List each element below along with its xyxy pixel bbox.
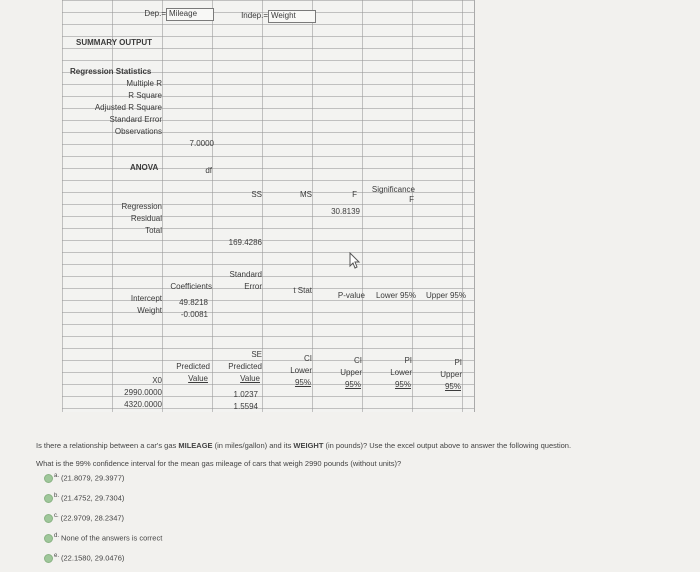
option-text: (21.8079, 29.3977) <box>61 473 125 483</box>
question-weight: WEIGHT <box>293 441 324 450</box>
anova-f-value: 30.8139 <box>331 207 360 216</box>
spreadsheet <box>62 0 475 412</box>
radio-button[interactable] <box>44 494 53 503</box>
pred-header-x0: X0 <box>152 376 162 385</box>
anova-header-ms: MS <box>300 190 312 199</box>
anova-header-significance: Significance <box>371 185 415 194</box>
answer-option-b[interactable] <box>54 493 124 505</box>
coef-row-weight: Weight <box>137 306 162 315</box>
pred-header-ci-upper-pct: 95% <box>344 380 361 389</box>
question-prompt: What is the 99% confidence interval for the mean gas mileage of cars that weigh 2990 pounds (without units)? <box>36 459 402 468</box>
mouse-pointer-icon <box>348 252 362 270</box>
anova-header-ss: SS <box>251 190 262 199</box>
anova-row-residual: Residual <box>130 214 162 223</box>
anova-total-ss: 169.4286 <box>228 238 262 247</box>
question-intro-prefix: Is there a relationship between a car's gas <box>36 441 179 450</box>
pred-se-row2: 1.5594 <box>233 402 258 411</box>
stat-adjusted-r-square: Adjusted R Square <box>94 103 162 112</box>
anova-title: ANOVA <box>130 163 159 172</box>
observations-value: 7.0000 <box>189 139 214 148</box>
stat-r-square: R Square <box>128 91 162 100</box>
pred-header-ci-lower-pct: 95% <box>294 378 311 387</box>
anova-header-f: F <box>352 190 357 199</box>
coef-header-standard: Standard <box>229 270 262 279</box>
indep-label: Indep.= <box>241 11 268 20</box>
answer-option-e[interactable] <box>54 553 124 565</box>
radio-button[interactable] <box>44 474 53 483</box>
regression-stats-title: Regression Statistics <box>70 67 152 76</box>
pred-header-ci-upper: CI <box>354 356 362 365</box>
stat-observations: Observations <box>114 127 162 136</box>
coef-row-intercept: Intercept <box>130 294 162 303</box>
summary-title: SUMMARY OUTPUT <box>76 38 152 47</box>
pred-header-pi-upper-pct: 95% <box>444 382 461 391</box>
coef-header-error: Error <box>244 282 262 291</box>
question-intro-middle: (in miles/gallon) and its <box>212 441 294 450</box>
dep-value: Mileage <box>169 9 198 18</box>
stat-multiple-r: Multiple R <box>126 79 162 88</box>
pred-header-pi-upper: PI <box>454 358 462 367</box>
dep-value-cell[interactable] <box>166 8 214 21</box>
pred-header-ci-lower: CI <box>304 354 312 363</box>
option-text: (22.9709, 28.2347) <box>60 513 125 523</box>
option-letter: c. <box>54 513 59 519</box>
pred-header-pi-upper-word: Upper <box>440 370 462 379</box>
answer-option-a[interactable] <box>54 473 124 485</box>
answer-option-d[interactable] <box>54 533 162 545</box>
coef-header-upper95: Upper 95% <box>425 291 466 300</box>
radio-button[interactable] <box>44 534 53 543</box>
stat-standard-error: Standard Error <box>109 115 162 124</box>
pred-header-pi-lower-word: Lower <box>390 368 412 377</box>
pred-se-row1: 1.0237 <box>233 390 258 399</box>
radio-button[interactable] <box>44 514 53 523</box>
question-intro-suffix: (in pounds)? Use the excel output above to answer the following question. <box>323 441 572 450</box>
pred-header-ci-upper-word: Upper <box>340 368 362 377</box>
coef-header-lower95: Lower 95% <box>375 291 416 300</box>
option-text: (21.4752, 29.7304) <box>61 493 125 503</box>
option-letter: a. <box>54 473 60 479</box>
pred-x0-row1: 2990.0000 <box>124 388 162 397</box>
coef-header-tstat: t Stat <box>293 286 312 295</box>
pred-header-se-predicted: Predicted <box>228 362 262 371</box>
indep-value: Weight <box>271 11 296 20</box>
radio-button[interactable] <box>44 554 53 563</box>
question-mileage: MILEAGE <box>178 441 213 450</box>
coef-header-pvalue: P-value <box>337 291 365 300</box>
anova-header-significance-f: F <box>409 195 414 204</box>
anova-header-df: df <box>205 166 212 175</box>
dep-label: Dep.= <box>144 9 166 18</box>
anova-row-regression: Regression <box>121 202 162 211</box>
indep-value-cell[interactable] <box>268 10 316 23</box>
anova-row-total: Total <box>145 226 162 235</box>
answer-option-c[interactable] <box>54 513 124 525</box>
option-text: None of the answers is correct <box>61 533 163 543</box>
coef-intercept-value: 49.8218 <box>179 298 208 307</box>
pred-header-ci-lower-word: Lower <box>290 366 312 375</box>
pred-x0-row2: 4320.0000 <box>124 400 162 409</box>
pred-header-predicted: Predicted <box>176 362 210 371</box>
pred-header-pi-lower-pct: 95% <box>394 380 411 389</box>
question-text <box>36 440 686 451</box>
pred-header-se-value: Value <box>240 374 260 383</box>
coef-weight-value: -0.0081 <box>180 310 208 319</box>
option-letter: b. <box>54 493 60 499</box>
option-letter: e. <box>54 553 60 559</box>
pred-header-value: Value <box>188 374 208 383</box>
option-letter: d. <box>54 533 60 539</box>
pred-header-pi-lower: PI <box>404 356 412 365</box>
coef-header-coefficients: Coefficients <box>170 282 212 291</box>
pred-header-se: SE <box>251 350 262 359</box>
option-text: (22.1580, 29.0476) <box>61 553 125 563</box>
